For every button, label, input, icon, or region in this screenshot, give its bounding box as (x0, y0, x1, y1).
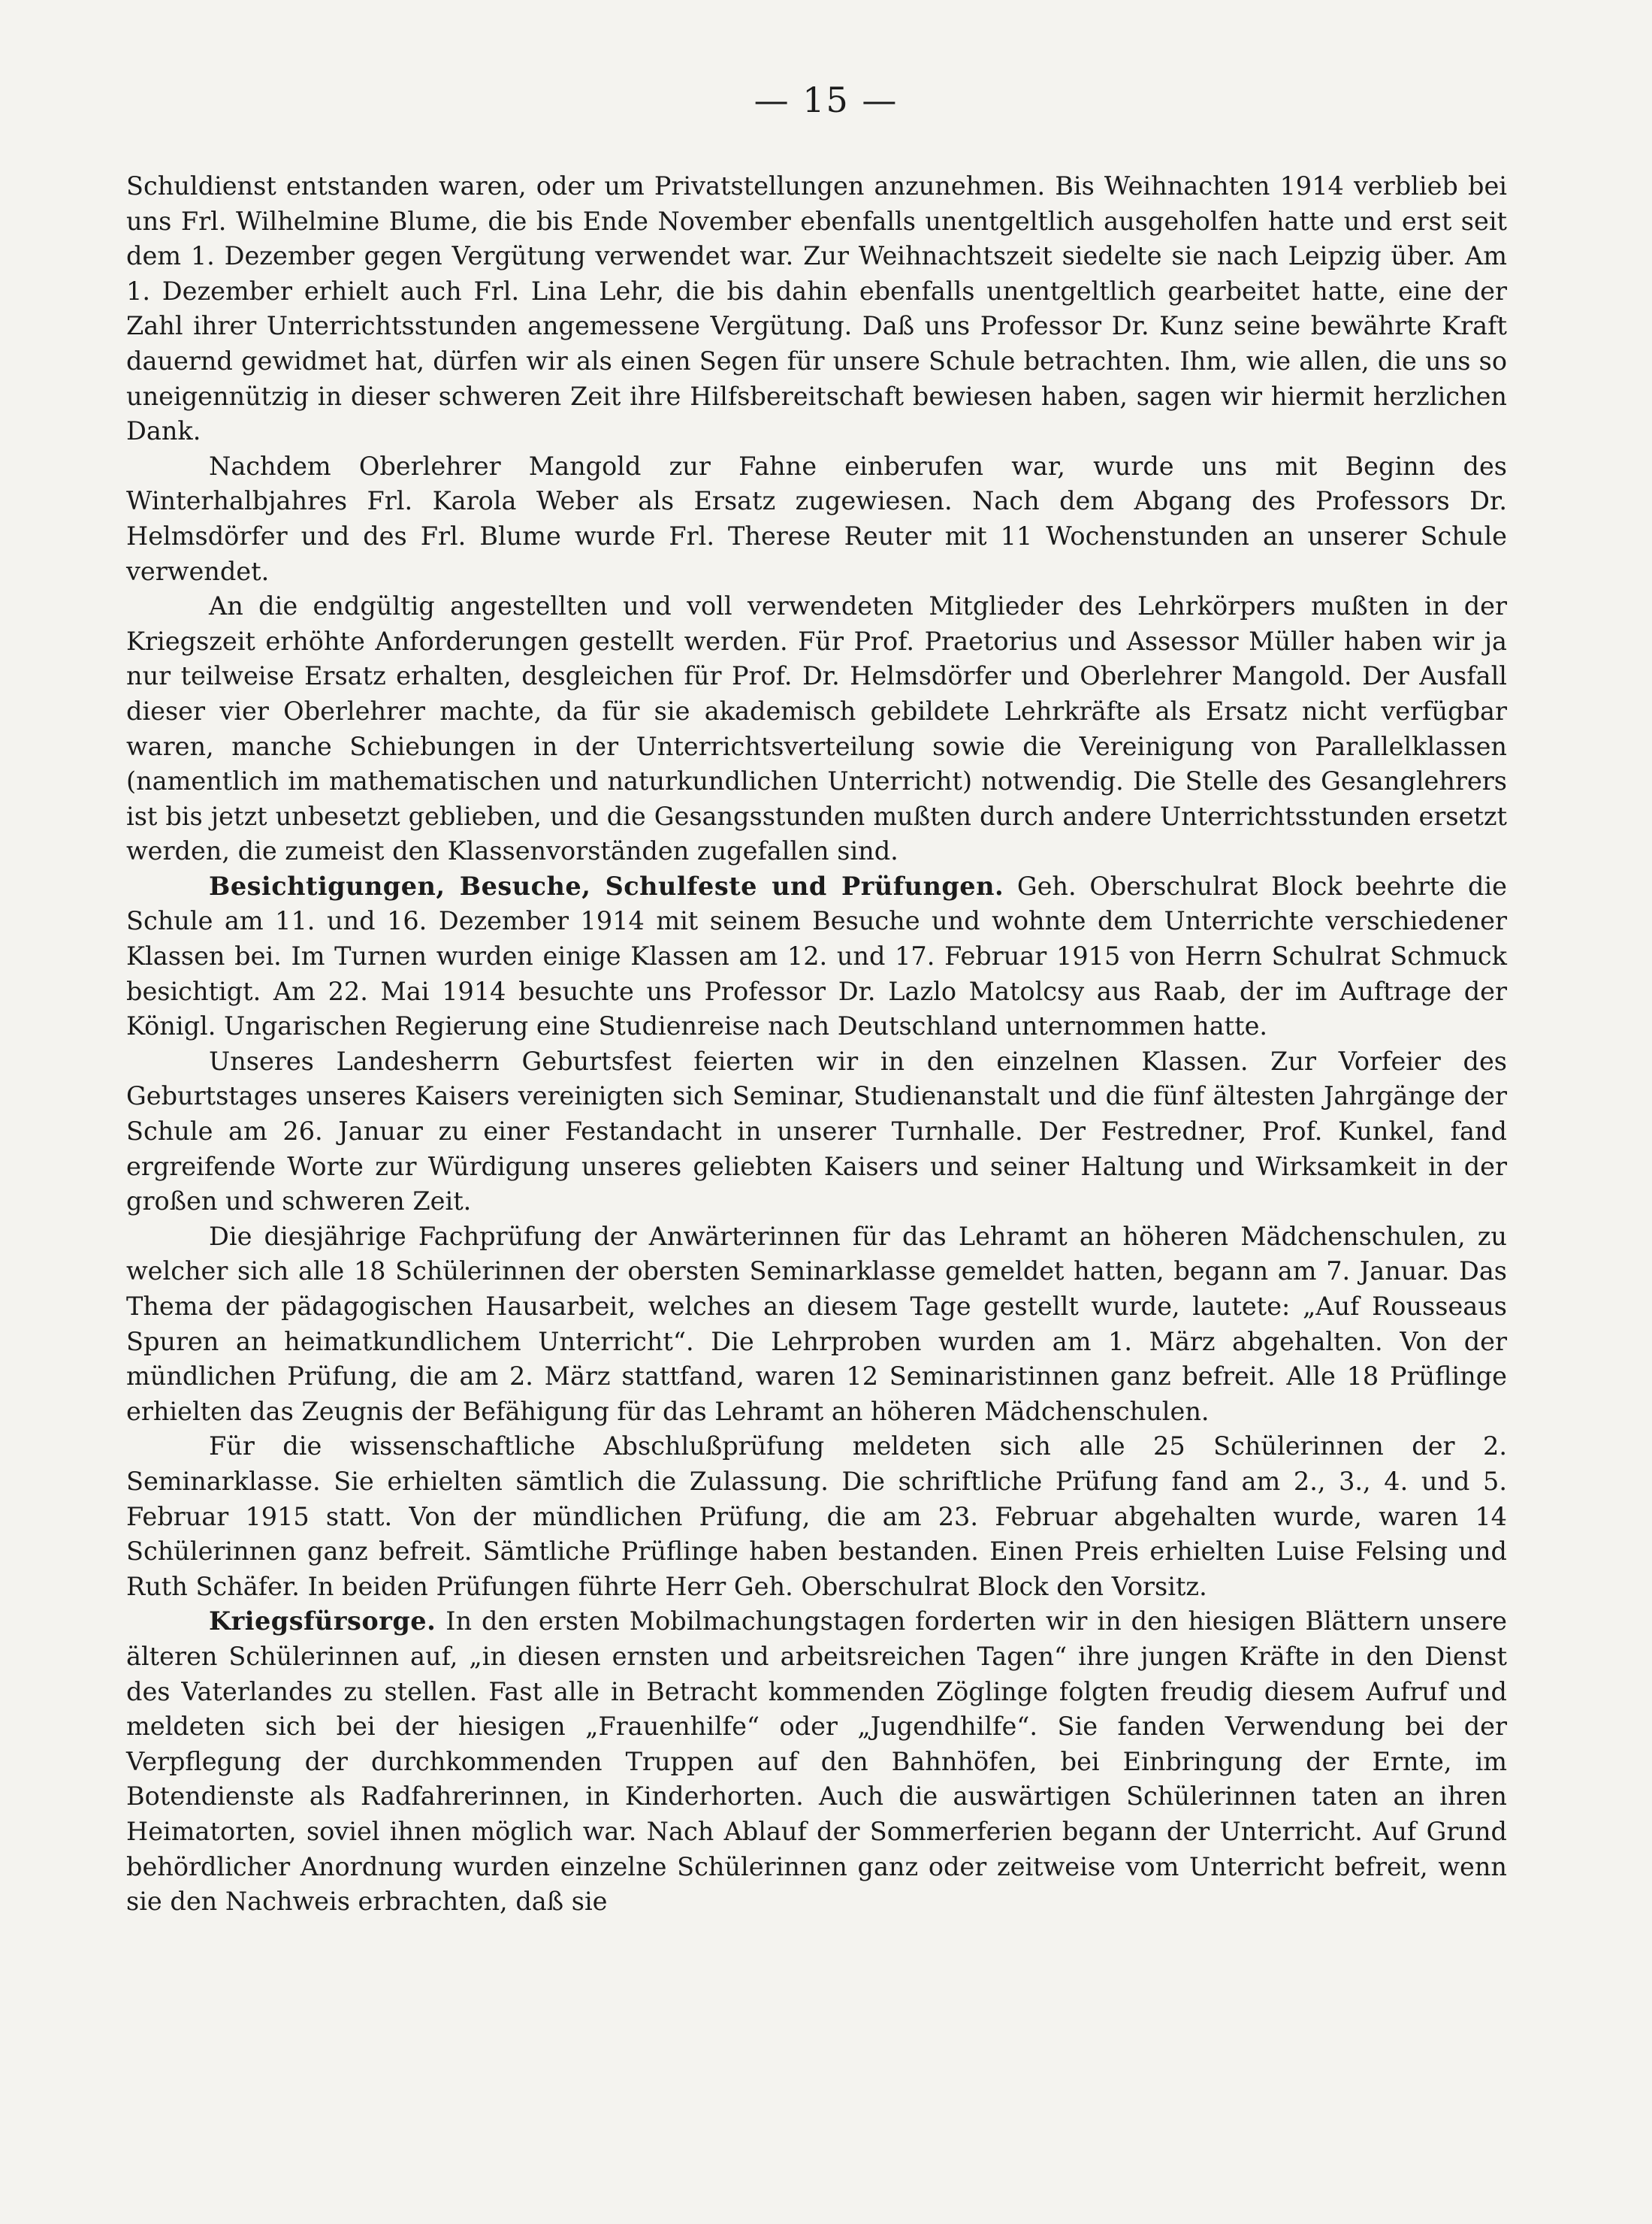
paragraph-with-heading (126, 869, 1507, 1044)
page-number: — 15 — (754, 80, 898, 120)
paragraph: Die diesjährige Fachprüfung der Anwärterinnen für das Lehramt an höheren Mädchenschulen, zu welcher sich alle 18 Schülerinnen der obersten Seminarklasse gemeldet hatten, begann am 7. Januar. Das Thema der pädagogischen Hausarbeit, welches an diesem Tage gestellt wurde, lautete: „Auf Rousseaus Spuren an heimatkundlichem Unterricht“. Die Lehrproben wurden am 1. März abgehalten. Von der mündlichen Prüfung, die am 2. März stattfand, waren 12 Seminaristinnen ganz befreit. Alle 18 Prüflinge erhielten das Zeugnis der Befähigung für das Lehramt an höheren Mädchenschulen. (126, 1221, 1507, 1426)
paragraph: Nachdem Oberlehrer Mangold zur Fahne einberufen war, wurde uns mit Beginn des Winterhalbjahres Frl. Karola Weber als Ersatz zugewiesen. Nach dem Abgang des Professors Dr. Helmsdörfer und des Frl. Blume wurde Frl. Therese Reuter mit 11 Wochenstunden an unserer Schule verwendet. (126, 451, 1507, 586)
paragraph-text: Geh. Oberschulrat Block beehrte die Schule am 11. und 16. Dezember 1914 mit seinem Besuche und wohnte dem Unterrichte verschiedener Klassen bei. Im Turnen wurden einige Klassen am 12. und 17. Februar 1915 von Herrn Schulrat Schmuck besichtigt. Am 22. Mai 1914 besuchte uns Professor Dr. Lazlo Matolcsy aus Raab, der im Auftrage der Königl. Ungarischen Regierung eine Studienreise nach Deutschland unternommen hatte. (126, 871, 1507, 1041)
paragraph-text: In den ersten Mobilmachungstagen forderten wir in den hiesigen Blättern unsere älteren Schülerinnen auf, „in diesen ernsten und arbeitsreichen Tagen“ ihre jungen Kräfte in den Dienst des Vaterlandes zu stellen. Fast alle in Betracht kommenden Zöglinge folgten freudig diesem Aufruf und meldeten sich bei der hiesigen „Frauenhilfe“ oder „Jugendhilfe“. Sie fanden Verwendung bei der Verpflegung der durchkommenden Truppen auf den Bahnhöfen, bei Einbringung der Ernte, im Botendienste als Radfahrerinnen, in Kinderhorten. Auch die auswärtigen Schülerinnen taten an ihren Heimatorten, soviel ihnen möglich war. Nach Ablauf der Sommerferien begann der Unterricht. Auf Grund behördlicher Anordnung wurden einzelne Schülerinnen ganz oder zeitweise vom Unterricht befreit, wenn sie den Nachweis erbrachten, daß sie (126, 1606, 1507, 1917)
paragraph: Für die wissenschaftliche Abschlußprüfung meldeten sich alle 25 Schülerinnen der 2. Seminarklasse. Sie erhielten sämtlich die Zulassung. Die schriftliche Prüfung fand am 2., 3., 4. und 5. Februar 1915 statt. Von der mündlichen Prüfung, die am 23. Februar abgehalten wurde, waren 14 Schülerinnen ganz befreit. Sämtliche Prüflinge haben bestanden. Einen Preis erhielten Luise Felsing und Ruth Schäfer. In beiden Prüfungen führte Herr Geh. Oberschulrat Block den Vorsitz. (126, 1431, 1507, 1601)
section-heading: Besichtigungen, Besuche, Schulfeste und Prüfungen. (209, 871, 1004, 901)
body-text (126, 169, 1507, 1920)
paragraph: Unseres Landesherrn Geburtsfest feierten wir in den einzelnen Klassen. Zur Vorfeier des Geburtstages unseres Kaisers vereinigten sich Seminar, Studienanstalt und die fünf ältesten Jahrgänge der Schule am 26. Januar zu einer Festandacht in unserer Turnhalle. Der Festredner, Prof. Kunkel, fand ergreifende Worte zur Würdigung unseres geliebten Kaisers und seiner Haltung und Wirksamkeit in der großen und schweren Zeit. (126, 1046, 1507, 1216)
paragraph: Schuldienst entstanden waren, oder um Privatstellungen anzunehmen. Bis Weihnachten 1914 verblieb bei uns Frl. Wilhelmine Blume, die bis Ende November ebenfalls unentgeltlich ausgeholfen hatte und erst seit dem 1. Dezember gegen Vergütung verwendet war. Zur Weihnachtszeit siedelte sie nach Leipzig über. Am 1. Dezember erhielt auch Frl. Lina Lehr, die bis dahin ebenfalls unentgeltlich gearbeitet hatte, eine der Zahl ihrer Unterrichtsstunden angemessene Vergütung. Daß uns Professor Dr. Kunz seine bewährte Kraft dauernd gewidmet hat, dürfen wir als einen Segen für unsere Schule betrachten. Ihm, wie allen, die uns so uneigennützig in dieser schweren Zeit ihre Hilfsbereitschaft bewiesen haben, sagen wir hiermit herzlichen Dank. (126, 171, 1507, 446)
section-heading: Kriegsfürsorge. (209, 1606, 436, 1636)
paragraph: An die endgültig angestellten und voll verwendeten Mitglieder des Lehrkörpers mußten in der Kriegszeit erhöhte Anforderungen gestellt werden. Für Prof. Praetorius und Assessor Müller haben wir ja nur teilweise Ersatz erhalten, desgleichen für Prof. Dr. Helmsdörfer und Oberlehrer Mangold. Der Ausfall dieser vier Oberlehrer machte, da für sie akademisch gebildete Lehrkräfte als Ersatz nicht verfügbar waren, manche Schiebungen in der Unterrichtsverteilung sowie die Vereinigung von Parallelklassen (namentlich im mathematischen und naturkundlichen Unterricht) notwendig. Die Stelle des Gesanglehrers ist bis jetzt unbesetzt geblieben, und die Gesangsstunden mußten durch andere Unterrichtsstunden ersetzt werden, die zumeist den Klassenvorständen zugefallen sind. (126, 591, 1507, 866)
paragraph-with-heading (126, 1604, 1507, 1919)
